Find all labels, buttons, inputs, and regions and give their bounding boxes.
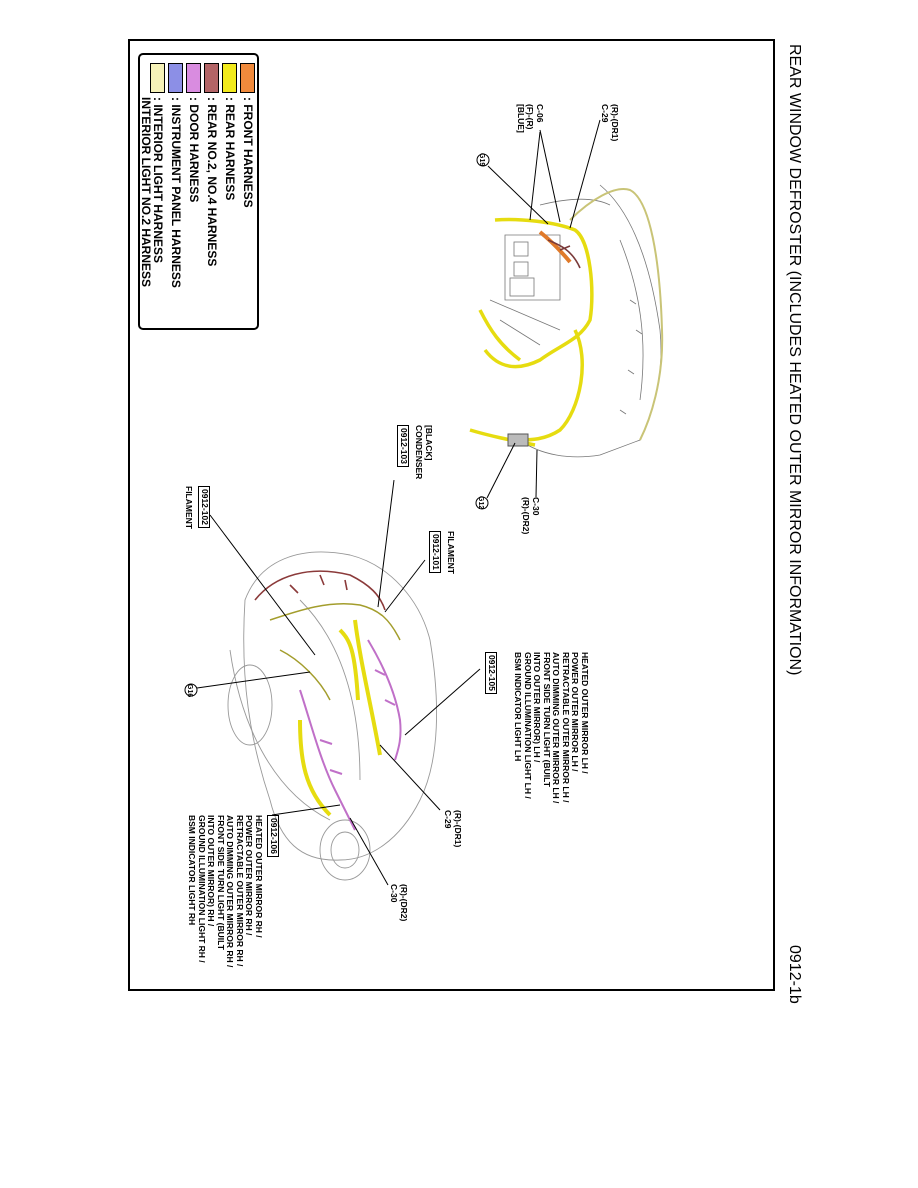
bottom-conn-c30-label: (R)-(DR2) C-30 [389,884,409,922]
bottom-view-harness-rear [300,620,380,815]
legend-label-interior-no2: INTERIOR LIGHT NO.2 HARNESS [139,97,153,288]
bottom-view-harness-rear-no2 [255,571,385,610]
filament-102-code: 0912-102 [199,486,211,528]
top-ground-g12-label: G12 [477,496,484,510]
page-title: REAR WINDOW DEFROSTER (INCLUDES HEATED OUTER MIRROR INFORMATION) [786,44,803,676]
top-view-harness-rear [470,219,592,445]
condenser-code: 0912-103 [398,425,410,467]
top-conn-c30-label: C-30 (R)-(DR2) [521,497,541,535]
bottom-conn-c29-label: (R)-(DR1) C-29 [443,810,463,848]
mirror-lh-code: 0912-105 [486,652,498,694]
top-view-connector [508,434,528,446]
bottom-ground-g16-label: G16 [186,684,193,698]
top-conn-c06-label: C-06 (F)-(R) [BLUE] [516,104,545,133]
top-conn-c29-label: (R)-(DR1) C-29 [600,104,620,142]
mirror-rh-code: 0912-106 [268,815,280,857]
filament-102-label: FILAMENT [184,486,194,529]
top-view-vehicle [490,185,661,457]
bottom-view-harness-interior [270,604,400,700]
mirror-lh-description: HEATED OUTER MIRROR LH / POWER OUTER MIRROR LH / RETRACTABLE OUTER MIRROR LH / AUTO DIMMING OUTER MIRROR LH / FRONT SIDE TURN LIGHT (BUILT INTO OUTER MIRROR) LH / GROUND ILLUMINATION LIGHT LH / BSM INDICATOR LIGHT LH [513,652,590,804]
legend-label-instrument: : INSTRUMENT PANEL HARNESS [169,97,183,288]
top-view-harness-interior [570,189,662,440]
top-view-leaders [487,120,600,498]
mirror-rh-description: HEATED OUTER MIRROR RH / POWER OUTER MIRROR RH / RETRACTABLE OUTER MIRROR RH / AUTO DIMMING OUTER MIRROR RH / FRONT SIDE TURN LIGHT (BUILT INTO OUTER MIRROR) RH / GROUND ILLUMINATION LIGHT RH / BSM INDICATOR LIGHT RH [187,815,264,968]
legend-label-interior: : INTERIOR LIGHT HARNESS [151,97,165,264]
page-number: 0912-1b [786,945,803,1004]
legend-label-front: : FRONT HARNESS [241,97,255,208]
legend-label-door: : DOOR HARNESS [187,97,201,203]
condenser-label: [BLACK] CONDENSER [414,425,434,480]
bottom-view-harness-door [300,640,401,830]
filament-101-label: FILAMENT [446,531,456,574]
top-ground-g19-label: G19 [478,153,485,167]
legend-label-rear-no2: : REAR NO.2, NO.4 HARNESS [205,97,219,267]
filament-101-code: 0912-101 [430,531,442,573]
legend-label-rear: : REAR HARNESS [223,97,237,201]
